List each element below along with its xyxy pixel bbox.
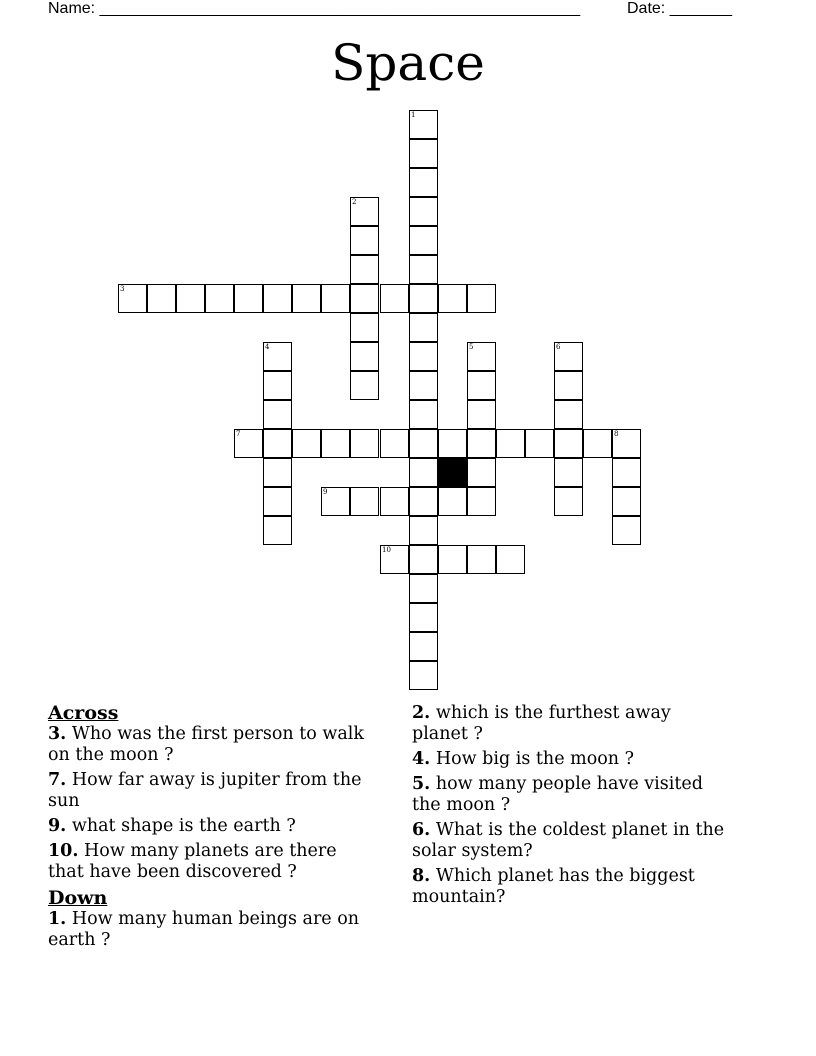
- grid-cell[interactable]: [321, 429, 350, 458]
- grid-cell[interactable]: [409, 342, 438, 371]
- clue-item-number: 9.: [48, 816, 67, 836]
- clue-item: [412, 866, 732, 908]
- clue-item-text: How many planets are there that have been discovered ?: [48, 841, 337, 882]
- clue-item-text: what shape is the earth ?: [66, 816, 296, 836]
- grid-cell[interactable]: [292, 429, 321, 458]
- clue-number: 5: [469, 343, 474, 351]
- grid-cell[interactable]: [350, 255, 379, 284]
- grid-cell[interactable]: [409, 284, 438, 313]
- grid-cell[interactable]: [467, 487, 496, 516]
- grid-cell[interactable]: [409, 545, 438, 574]
- grid-cell[interactable]: [263, 516, 292, 545]
- clue-item-text: how many people have visited the moon ?: [412, 774, 703, 815]
- grid-cell[interactable]: [409, 255, 438, 284]
- clue-item-number: 10.: [48, 841, 79, 861]
- grid-cell[interactable]: [263, 458, 292, 487]
- clue-number: 1: [411, 111, 416, 119]
- grid-cell[interactable]: [350, 487, 379, 516]
- grid-cell[interactable]: [321, 284, 350, 313]
- grid-cell[interactable]: [409, 661, 438, 690]
- clue-item-number: 8.: [412, 866, 431, 886]
- grid-cell[interactable]: [321, 487, 350, 516]
- grid-cell[interactable]: [554, 458, 583, 487]
- clue-number: 3: [120, 285, 125, 293]
- date-field-label: Date: _______: [627, 0, 732, 17]
- grid-cell[interactable]: [350, 342, 379, 371]
- grid-cell[interactable]: [409, 226, 438, 255]
- grid-block-cell: [438, 458, 467, 487]
- grid-cell[interactable]: [438, 429, 467, 458]
- grid-cell[interactable]: [350, 197, 379, 226]
- grid-cell[interactable]: [612, 516, 641, 545]
- clue-item: [412, 820, 732, 862]
- grid-cell[interactable]: [380, 487, 409, 516]
- down-clue-list-continued: [412, 703, 732, 908]
- grid-cell[interactable]: [263, 487, 292, 516]
- grid-cell[interactable]: [438, 487, 467, 516]
- grid-cell[interactable]: [350, 284, 379, 313]
- grid-cell[interactable]: [263, 400, 292, 429]
- clue-item: [48, 724, 368, 766]
- grid-cell[interactable]: [496, 429, 525, 458]
- grid-cell[interactable]: [583, 429, 612, 458]
- grid-cell[interactable]: [525, 429, 554, 458]
- grid-cell[interactable]: [350, 313, 379, 342]
- clue-item-number: 1.: [48, 909, 67, 929]
- clue-number: 4: [265, 343, 270, 351]
- page-title: Space: [331, 34, 485, 92]
- grid-cell[interactable]: [263, 429, 292, 458]
- grid-cell[interactable]: [467, 429, 496, 458]
- grid-cell[interactable]: [409, 487, 438, 516]
- grid-cell[interactable]: [409, 574, 438, 603]
- clue-item-text: Who was the first person to walk on the moon ?: [48, 724, 365, 765]
- clue-number: 2: [352, 198, 357, 206]
- name-field-label: Name: ______________________________________________________: [48, 0, 581, 17]
- clue-item-number: 7.: [48, 770, 67, 790]
- clue-item-text: How many human beings are on earth ?: [48, 909, 360, 950]
- grid-cell[interactable]: [263, 284, 292, 313]
- grid-cell[interactable]: [409, 168, 438, 197]
- across-clue-list: [48, 724, 368, 883]
- clue-item-text: which is the furthest away planet ?: [412, 703, 671, 744]
- grid-cell[interactable]: [409, 371, 438, 400]
- grid-cell[interactable]: [409, 139, 438, 168]
- grid-cell[interactable]: [612, 487, 641, 516]
- grid-cell[interactable]: [554, 371, 583, 400]
- clue-number: 8: [614, 430, 619, 438]
- clue-item-text: Which planet has the biggest mountain?: [412, 866, 695, 907]
- clue-number: 6: [556, 343, 561, 351]
- grid-cell[interactable]: [380, 545, 409, 574]
- clue-item-number: 2.: [412, 703, 431, 723]
- grid-cell[interactable]: [612, 429, 641, 458]
- grid-cell[interactable]: [409, 400, 438, 429]
- grid-cell[interactable]: [554, 487, 583, 516]
- grid-cell[interactable]: [409, 516, 438, 545]
- grid-cell[interactable]: [292, 284, 321, 313]
- grid-cell[interactable]: [350, 429, 379, 458]
- clue-item: [412, 703, 732, 745]
- grid-cell[interactable]: [554, 429, 583, 458]
- grid-cell[interactable]: [118, 284, 147, 313]
- grid-cell[interactable]: [205, 284, 234, 313]
- clue-number: 9: [323, 488, 328, 496]
- grid-cell[interactable]: [554, 342, 583, 371]
- grid-cell[interactable]: [176, 284, 205, 313]
- grid-cell[interactable]: [350, 226, 379, 255]
- clue-item: [412, 774, 732, 816]
- clue-item: [48, 770, 368, 812]
- grid-cell[interactable]: [467, 371, 496, 400]
- grid-cell[interactable]: [234, 284, 263, 313]
- grid-cell[interactable]: [467, 545, 496, 574]
- grid-cell[interactable]: [467, 284, 496, 313]
- grid-cell[interactable]: [263, 342, 292, 371]
- grid-cell[interactable]: [438, 545, 467, 574]
- clue-item-text: How big is the moon ?: [430, 749, 634, 769]
- clue-item-number: 4.: [412, 749, 431, 769]
- clue-number: 7: [236, 430, 241, 438]
- down-heading: Down: [48, 887, 108, 909]
- clue-item-number: 5.: [412, 774, 431, 794]
- grid-cell[interactable]: [467, 342, 496, 371]
- grid-cell[interactable]: [263, 371, 292, 400]
- grid-cell[interactable]: [496, 545, 525, 574]
- across-heading: Across: [48, 702, 119, 724]
- clue-item: [48, 909, 368, 951]
- clues-right-column: [412, 703, 732, 912]
- grid-cell[interactable]: [409, 429, 438, 458]
- grid-cell[interactable]: [380, 429, 409, 458]
- clue-item-text: How far away is jupiter from the sun: [48, 770, 362, 811]
- grid-cell[interactable]: [380, 284, 409, 313]
- clue-item-number: 3.: [48, 724, 67, 744]
- clue-item-text: What is the coldest planet in the solar system?: [412, 820, 725, 861]
- grid-cell[interactable]: [409, 313, 438, 342]
- clue-number: 10: [382, 546, 391, 554]
- grid-cell[interactable]: [467, 400, 496, 429]
- clue-item: [412, 749, 732, 770]
- grid-cell[interactable]: [147, 284, 176, 313]
- clue-item: [48, 816, 368, 837]
- grid-cell[interactable]: [350, 371, 379, 400]
- grid-cell[interactable]: [409, 458, 438, 487]
- grid-cell[interactable]: [409, 197, 438, 226]
- grid-cell[interactable]: [612, 458, 641, 487]
- grid-cell[interactable]: [554, 400, 583, 429]
- clue-item-number: 6.: [412, 820, 431, 840]
- grid-cell[interactable]: [409, 603, 438, 632]
- clues-left-column: [48, 702, 368, 955]
- clue-item: [48, 841, 368, 883]
- grid-cell[interactable]: [409, 632, 438, 661]
- grid-cell[interactable]: [467, 458, 496, 487]
- grid-cell[interactable]: [438, 284, 467, 313]
- grid-cell[interactable]: [409, 110, 438, 139]
- grid-cell[interactable]: [234, 429, 263, 458]
- down-clue-list: [48, 909, 368, 951]
